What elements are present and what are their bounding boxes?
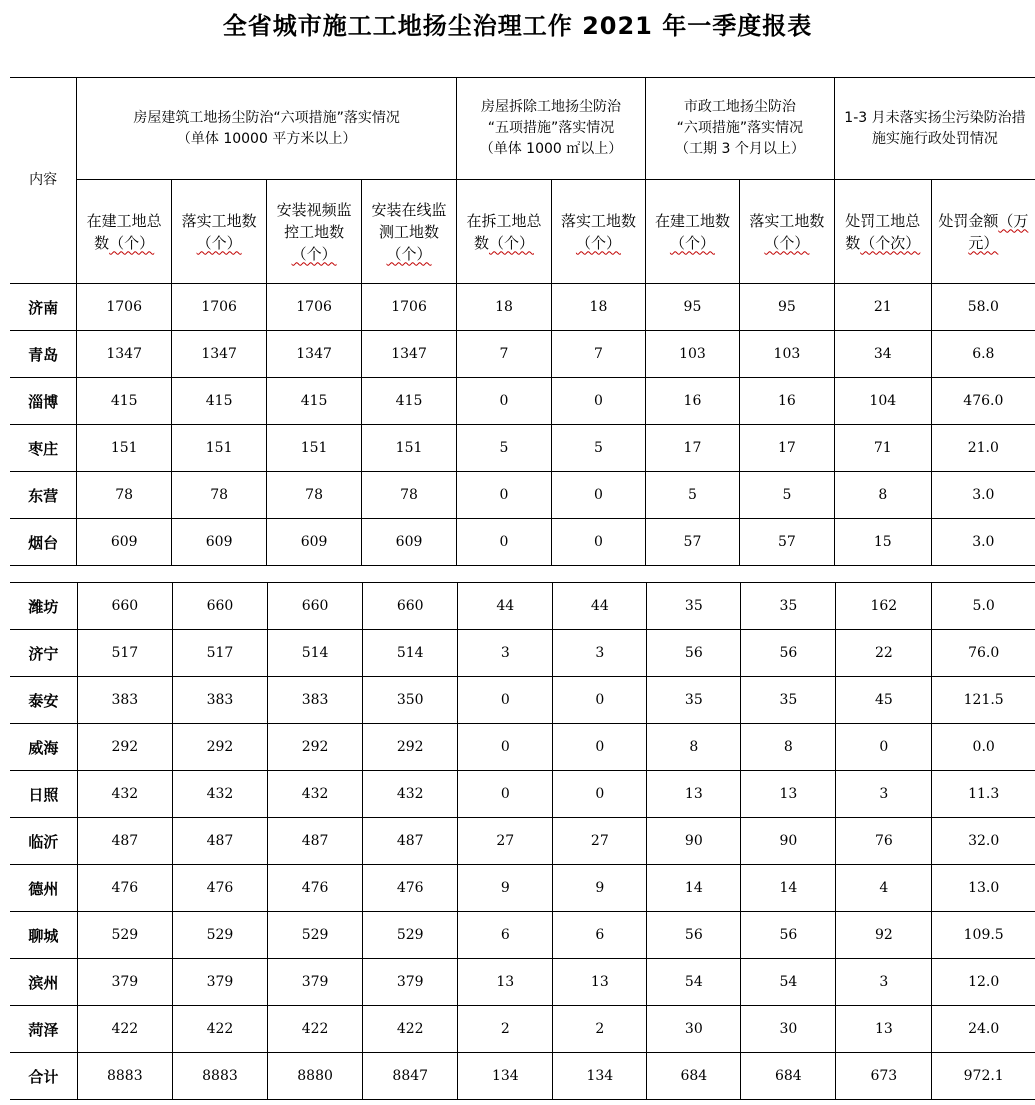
column-header-9 xyxy=(834,180,931,284)
table-row xyxy=(10,959,1035,1006)
table-row xyxy=(10,331,1035,378)
table-row xyxy=(10,378,1035,425)
value-cell: 292 xyxy=(268,724,363,771)
value-cell: 95 xyxy=(739,284,834,331)
value-cell: 383 xyxy=(172,677,267,724)
value-cell: 18 xyxy=(551,284,645,331)
value-cell: 44 xyxy=(553,583,647,630)
value-cell: 660 xyxy=(77,583,172,630)
table-body-bottom xyxy=(10,583,1035,1100)
value-cell: 1706 xyxy=(77,284,172,331)
value-cell: 3.0 xyxy=(931,519,1035,566)
value-cell: 1706 xyxy=(362,284,457,331)
value-cell: 609 xyxy=(172,519,267,566)
value-cell: 379 xyxy=(363,959,458,1006)
value-cell: 487 xyxy=(77,818,172,865)
column-header-text: 落实工地数 xyxy=(181,211,257,230)
value-cell: 3 xyxy=(458,630,553,677)
value-cell: 415 xyxy=(172,378,267,425)
column-header-unit: （个） xyxy=(575,233,621,252)
value-cell: 8847 xyxy=(363,1053,458,1100)
value-cell: 0 xyxy=(458,724,553,771)
table-row xyxy=(10,771,1035,818)
table-row xyxy=(10,865,1035,912)
value-cell: 17 xyxy=(739,425,834,472)
column-header-text: 落实工地数 xyxy=(560,211,636,230)
column-header-text: 处罚工地总数 xyxy=(845,211,921,252)
header-group-penalty xyxy=(834,78,1035,180)
table-row xyxy=(10,724,1035,771)
city-cell: 聊城 xyxy=(10,912,77,959)
header-row-groups xyxy=(10,78,1035,180)
column-header-10 xyxy=(931,180,1035,284)
value-cell: 517 xyxy=(77,630,172,677)
city-cell: 潍坊 xyxy=(10,583,77,630)
column-header-text: 在建工地总数 xyxy=(86,211,162,252)
value-cell: 529 xyxy=(363,912,458,959)
value-cell: 383 xyxy=(77,677,172,724)
column-header-1 xyxy=(77,180,172,284)
table-row xyxy=(10,472,1035,519)
value-cell: 0 xyxy=(553,677,647,724)
column-header-unit: （万元） xyxy=(968,211,1029,252)
value-cell: 609 xyxy=(362,519,457,566)
city-cell: 淄博 xyxy=(10,378,77,425)
value-cell: 0 xyxy=(458,771,553,818)
value-cell: 476.0 xyxy=(931,378,1035,425)
value-cell: 15 xyxy=(834,519,931,566)
value-cell: 432 xyxy=(172,771,267,818)
table-row xyxy=(10,1053,1035,1100)
value-cell: 5 xyxy=(551,425,645,472)
value-cell: 134 xyxy=(553,1053,647,1100)
value-cell: 22 xyxy=(836,630,932,677)
value-cell: 487 xyxy=(268,818,363,865)
value-cell: 0 xyxy=(551,519,645,566)
column-header-unit: （个） xyxy=(669,233,715,252)
value-cell: 3.0 xyxy=(931,472,1035,519)
value-cell: 134 xyxy=(458,1053,553,1100)
value-cell: 529 xyxy=(77,912,172,959)
value-cell: 0 xyxy=(457,519,552,566)
header-group-building-line2: （单体 10000 平方米以上） xyxy=(176,130,357,147)
value-cell: 76.0 xyxy=(932,630,1035,677)
value-cell: 487 xyxy=(172,818,267,865)
value-cell: 71 xyxy=(834,425,931,472)
value-cell: 92 xyxy=(836,912,932,959)
value-cell: 56 xyxy=(647,630,741,677)
value-cell: 292 xyxy=(363,724,458,771)
column-header-unit: （个次） xyxy=(860,233,921,252)
value-cell: 56 xyxy=(741,630,836,677)
report-table-bottom xyxy=(10,582,1035,1100)
value-cell: 8883 xyxy=(172,1053,267,1100)
value-cell: 13 xyxy=(553,959,647,1006)
column-header-7 xyxy=(645,180,739,284)
column-header-text: 处罚金额 xyxy=(938,211,999,230)
value-cell: 7 xyxy=(457,331,552,378)
value-cell: 32.0 xyxy=(932,818,1035,865)
city-cell: 枣庄 xyxy=(10,425,77,472)
value-cell: 57 xyxy=(739,519,834,566)
value-cell: 476 xyxy=(77,865,172,912)
table-body-top xyxy=(10,284,1035,566)
column-header-text: 在建工地数 xyxy=(654,211,730,230)
table-row xyxy=(10,912,1035,959)
value-cell: 8 xyxy=(741,724,836,771)
value-cell: 5.0 xyxy=(932,583,1035,630)
value-cell: 5 xyxy=(645,472,739,519)
value-cell: 13 xyxy=(647,771,741,818)
value-cell: 609 xyxy=(77,519,172,566)
value-cell: 292 xyxy=(77,724,172,771)
value-cell: 104 xyxy=(834,378,931,425)
value-cell: 30 xyxy=(741,1006,836,1053)
column-header-6 xyxy=(551,180,645,284)
value-cell: 422 xyxy=(268,1006,363,1053)
value-cell: 7 xyxy=(551,331,645,378)
city-cell: 威海 xyxy=(10,724,77,771)
value-cell: 5 xyxy=(739,472,834,519)
value-cell: 476 xyxy=(172,865,267,912)
table-row xyxy=(10,284,1035,331)
value-cell: 27 xyxy=(553,818,647,865)
value-cell: 76 xyxy=(836,818,932,865)
header-group-penalty-line2: 施实施行政处罚情况 xyxy=(871,130,998,147)
value-cell: 21 xyxy=(834,284,931,331)
value-cell: 13 xyxy=(836,1006,932,1053)
table-row xyxy=(10,519,1035,566)
value-cell: 151 xyxy=(267,425,362,472)
value-cell: 13 xyxy=(458,959,553,1006)
header-group-demolition-line1: 房屋拆除工地扬尘防治 xyxy=(480,99,621,115)
value-cell: 514 xyxy=(268,630,363,677)
city-cell: 滨州 xyxy=(10,959,77,1006)
value-cell: 6.8 xyxy=(931,331,1035,378)
value-cell: 54 xyxy=(741,959,836,1006)
column-header-unit: （个） xyxy=(386,244,432,263)
value-cell: 379 xyxy=(77,959,172,1006)
value-cell: 1706 xyxy=(267,284,362,331)
column-header-unit: （个） xyxy=(764,233,810,252)
header-group-municipal xyxy=(645,78,834,180)
value-cell: 1347 xyxy=(77,331,172,378)
value-cell: 5 xyxy=(457,425,552,472)
value-cell: 57 xyxy=(645,519,739,566)
value-cell: 415 xyxy=(362,378,457,425)
value-cell: 1347 xyxy=(267,331,362,378)
city-cell: 济南 xyxy=(10,284,77,331)
value-cell: 151 xyxy=(77,425,172,472)
value-cell: 34 xyxy=(834,331,931,378)
value-cell: 13 xyxy=(741,771,836,818)
value-cell: 514 xyxy=(363,630,458,677)
value-cell: 6 xyxy=(458,912,553,959)
value-cell: 3 xyxy=(836,959,932,1006)
city-cell: 泰安 xyxy=(10,677,77,724)
value-cell: 415 xyxy=(267,378,362,425)
column-header-unit: （个） xyxy=(109,233,155,252)
value-cell: 660 xyxy=(268,583,363,630)
value-cell: 529 xyxy=(268,912,363,959)
column-header-8 xyxy=(739,180,834,284)
value-cell: 17 xyxy=(645,425,739,472)
value-cell: 8 xyxy=(834,472,931,519)
value-cell: 422 xyxy=(172,1006,267,1053)
value-cell: 121.5 xyxy=(932,677,1035,724)
value-cell: 18 xyxy=(457,284,552,331)
city-cell: 烟台 xyxy=(10,519,77,566)
value-cell: 4 xyxy=(836,865,932,912)
value-cell: 151 xyxy=(172,425,267,472)
value-cell: 476 xyxy=(363,865,458,912)
value-cell: 0 xyxy=(457,472,552,519)
value-cell: 54 xyxy=(647,959,741,1006)
value-cell: 14 xyxy=(741,865,836,912)
value-cell: 422 xyxy=(363,1006,458,1053)
header-content-label: 内容 xyxy=(29,172,58,188)
header-group-municipal-line2: “六项措施”落实情况 xyxy=(676,120,804,136)
column-header-5 xyxy=(457,180,552,284)
column-header-text: 落实工地数 xyxy=(749,211,825,230)
value-cell: 1347 xyxy=(172,331,267,378)
value-cell: 56 xyxy=(647,912,741,959)
value-cell: 379 xyxy=(268,959,363,1006)
value-cell: 78 xyxy=(172,472,267,519)
value-cell: 9 xyxy=(458,865,553,912)
city-cell: 合计 xyxy=(10,1053,77,1100)
value-cell: 35 xyxy=(647,583,741,630)
column-header-text: 安装在线监测工地数 xyxy=(371,200,447,241)
header-group-building-line1: 房屋建筑工地扬尘防治“六项措施”落实情况 xyxy=(133,109,400,126)
value-cell: 44 xyxy=(458,583,553,630)
value-cell: 1706 xyxy=(172,284,267,331)
value-cell: 14 xyxy=(647,865,741,912)
value-cell: 415 xyxy=(77,378,172,425)
value-cell: 45 xyxy=(836,677,932,724)
value-cell: 151 xyxy=(362,425,457,472)
value-cell: 2 xyxy=(553,1006,647,1053)
value-cell: 109.5 xyxy=(932,912,1035,959)
value-cell: 6 xyxy=(553,912,647,959)
header-group-municipal-line1: 市政工地扬尘防治 xyxy=(683,99,796,115)
header-group-municipal-line3: （工期 3 个月以上） xyxy=(675,141,805,157)
value-cell: 972.1 xyxy=(932,1053,1035,1100)
value-cell: 609 xyxy=(267,519,362,566)
table-row xyxy=(10,677,1035,724)
value-cell: 78 xyxy=(362,472,457,519)
value-cell: 476 xyxy=(268,865,363,912)
value-cell: 35 xyxy=(741,583,836,630)
value-cell: 0 xyxy=(553,771,647,818)
value-cell: 12.0 xyxy=(932,959,1035,1006)
value-cell: 432 xyxy=(363,771,458,818)
report-table-top xyxy=(10,77,1035,566)
value-cell: 8 xyxy=(647,724,741,771)
city-cell: 青岛 xyxy=(10,331,77,378)
value-cell: 24.0 xyxy=(932,1006,1035,1053)
value-cell: 8883 xyxy=(77,1053,172,1100)
header-group-demolition-line2: “五项措施”落实情况 xyxy=(487,120,615,136)
value-cell: 0 xyxy=(458,677,553,724)
column-header-unit: （个） xyxy=(291,244,337,263)
value-cell: 660 xyxy=(172,583,267,630)
column-header-text: 在拆工地总数 xyxy=(466,211,542,252)
value-cell: 90 xyxy=(741,818,836,865)
header-group-penalty-line1: 1-3 月未落实扬尘污染防治措 xyxy=(844,109,1026,126)
column-header-3 xyxy=(267,180,362,284)
value-cell: 30 xyxy=(647,1006,741,1053)
table-row xyxy=(10,425,1035,472)
value-cell: 487 xyxy=(363,818,458,865)
value-cell: 162 xyxy=(836,583,932,630)
value-cell: 35 xyxy=(647,677,741,724)
value-cell: 0 xyxy=(457,378,552,425)
value-cell: 673 xyxy=(836,1053,932,1100)
city-cell: 德州 xyxy=(10,865,77,912)
value-cell: 58.0 xyxy=(931,284,1035,331)
value-cell: 78 xyxy=(77,472,172,519)
value-cell: 3 xyxy=(836,771,932,818)
value-cell: 103 xyxy=(645,331,739,378)
column-header-unit: （个） xyxy=(488,233,534,252)
city-cell: 日照 xyxy=(10,771,77,818)
header-row-columns xyxy=(10,180,1035,284)
value-cell: 517 xyxy=(172,630,267,677)
value-cell: 350 xyxy=(363,677,458,724)
header-group-demolition xyxy=(457,78,646,180)
value-cell: 379 xyxy=(172,959,267,1006)
value-cell: 13.0 xyxy=(932,865,1035,912)
city-cell: 东营 xyxy=(10,472,77,519)
value-cell: 0 xyxy=(553,724,647,771)
value-cell: 11.3 xyxy=(932,771,1035,818)
value-cell: 9 xyxy=(553,865,647,912)
table-row xyxy=(10,583,1035,630)
column-header-unit: （个） xyxy=(196,233,242,252)
value-cell: 2 xyxy=(458,1006,553,1053)
value-cell: 16 xyxy=(739,378,834,425)
value-cell: 0.0 xyxy=(932,724,1035,771)
value-cell: 21.0 xyxy=(931,425,1035,472)
value-cell: 383 xyxy=(268,677,363,724)
value-cell: 684 xyxy=(647,1053,741,1100)
value-cell: 432 xyxy=(268,771,363,818)
header-content-cell xyxy=(10,78,77,284)
value-cell: 684 xyxy=(741,1053,836,1100)
city-cell: 菏泽 xyxy=(10,1006,77,1053)
value-cell: 292 xyxy=(172,724,267,771)
table-row xyxy=(10,630,1035,677)
value-cell: 90 xyxy=(647,818,741,865)
city-cell: 济宁 xyxy=(10,630,77,677)
value-cell: 1347 xyxy=(362,331,457,378)
header-group-building xyxy=(77,78,457,180)
value-cell: 0 xyxy=(551,378,645,425)
table-row xyxy=(10,818,1035,865)
table-row xyxy=(10,1006,1035,1053)
header-group-demolition-line3: （单体 1000 ㎡以上） xyxy=(479,141,623,157)
value-cell: 529 xyxy=(172,912,267,959)
column-header-text: 安装视频监控工地数 xyxy=(276,200,352,241)
value-cell: 78 xyxy=(267,472,362,519)
column-header-4 xyxy=(362,180,457,284)
value-cell: 35 xyxy=(741,677,836,724)
city-cell: 临沂 xyxy=(10,818,77,865)
value-cell: 16 xyxy=(645,378,739,425)
value-cell: 422 xyxy=(77,1006,172,1053)
value-cell: 103 xyxy=(739,331,834,378)
report-title: 全省城市施工工地扬尘治理工作 2021 年一季度报表 xyxy=(222,12,813,40)
value-cell: 8880 xyxy=(268,1053,363,1100)
value-cell: 27 xyxy=(458,818,553,865)
value-cell: 432 xyxy=(77,771,172,818)
value-cell: 660 xyxy=(363,583,458,630)
value-cell: 0 xyxy=(836,724,932,771)
value-cell: 0 xyxy=(551,472,645,519)
value-cell: 56 xyxy=(741,912,836,959)
column-header-2 xyxy=(172,180,267,284)
value-cell: 95 xyxy=(645,284,739,331)
value-cell: 3 xyxy=(553,630,647,677)
